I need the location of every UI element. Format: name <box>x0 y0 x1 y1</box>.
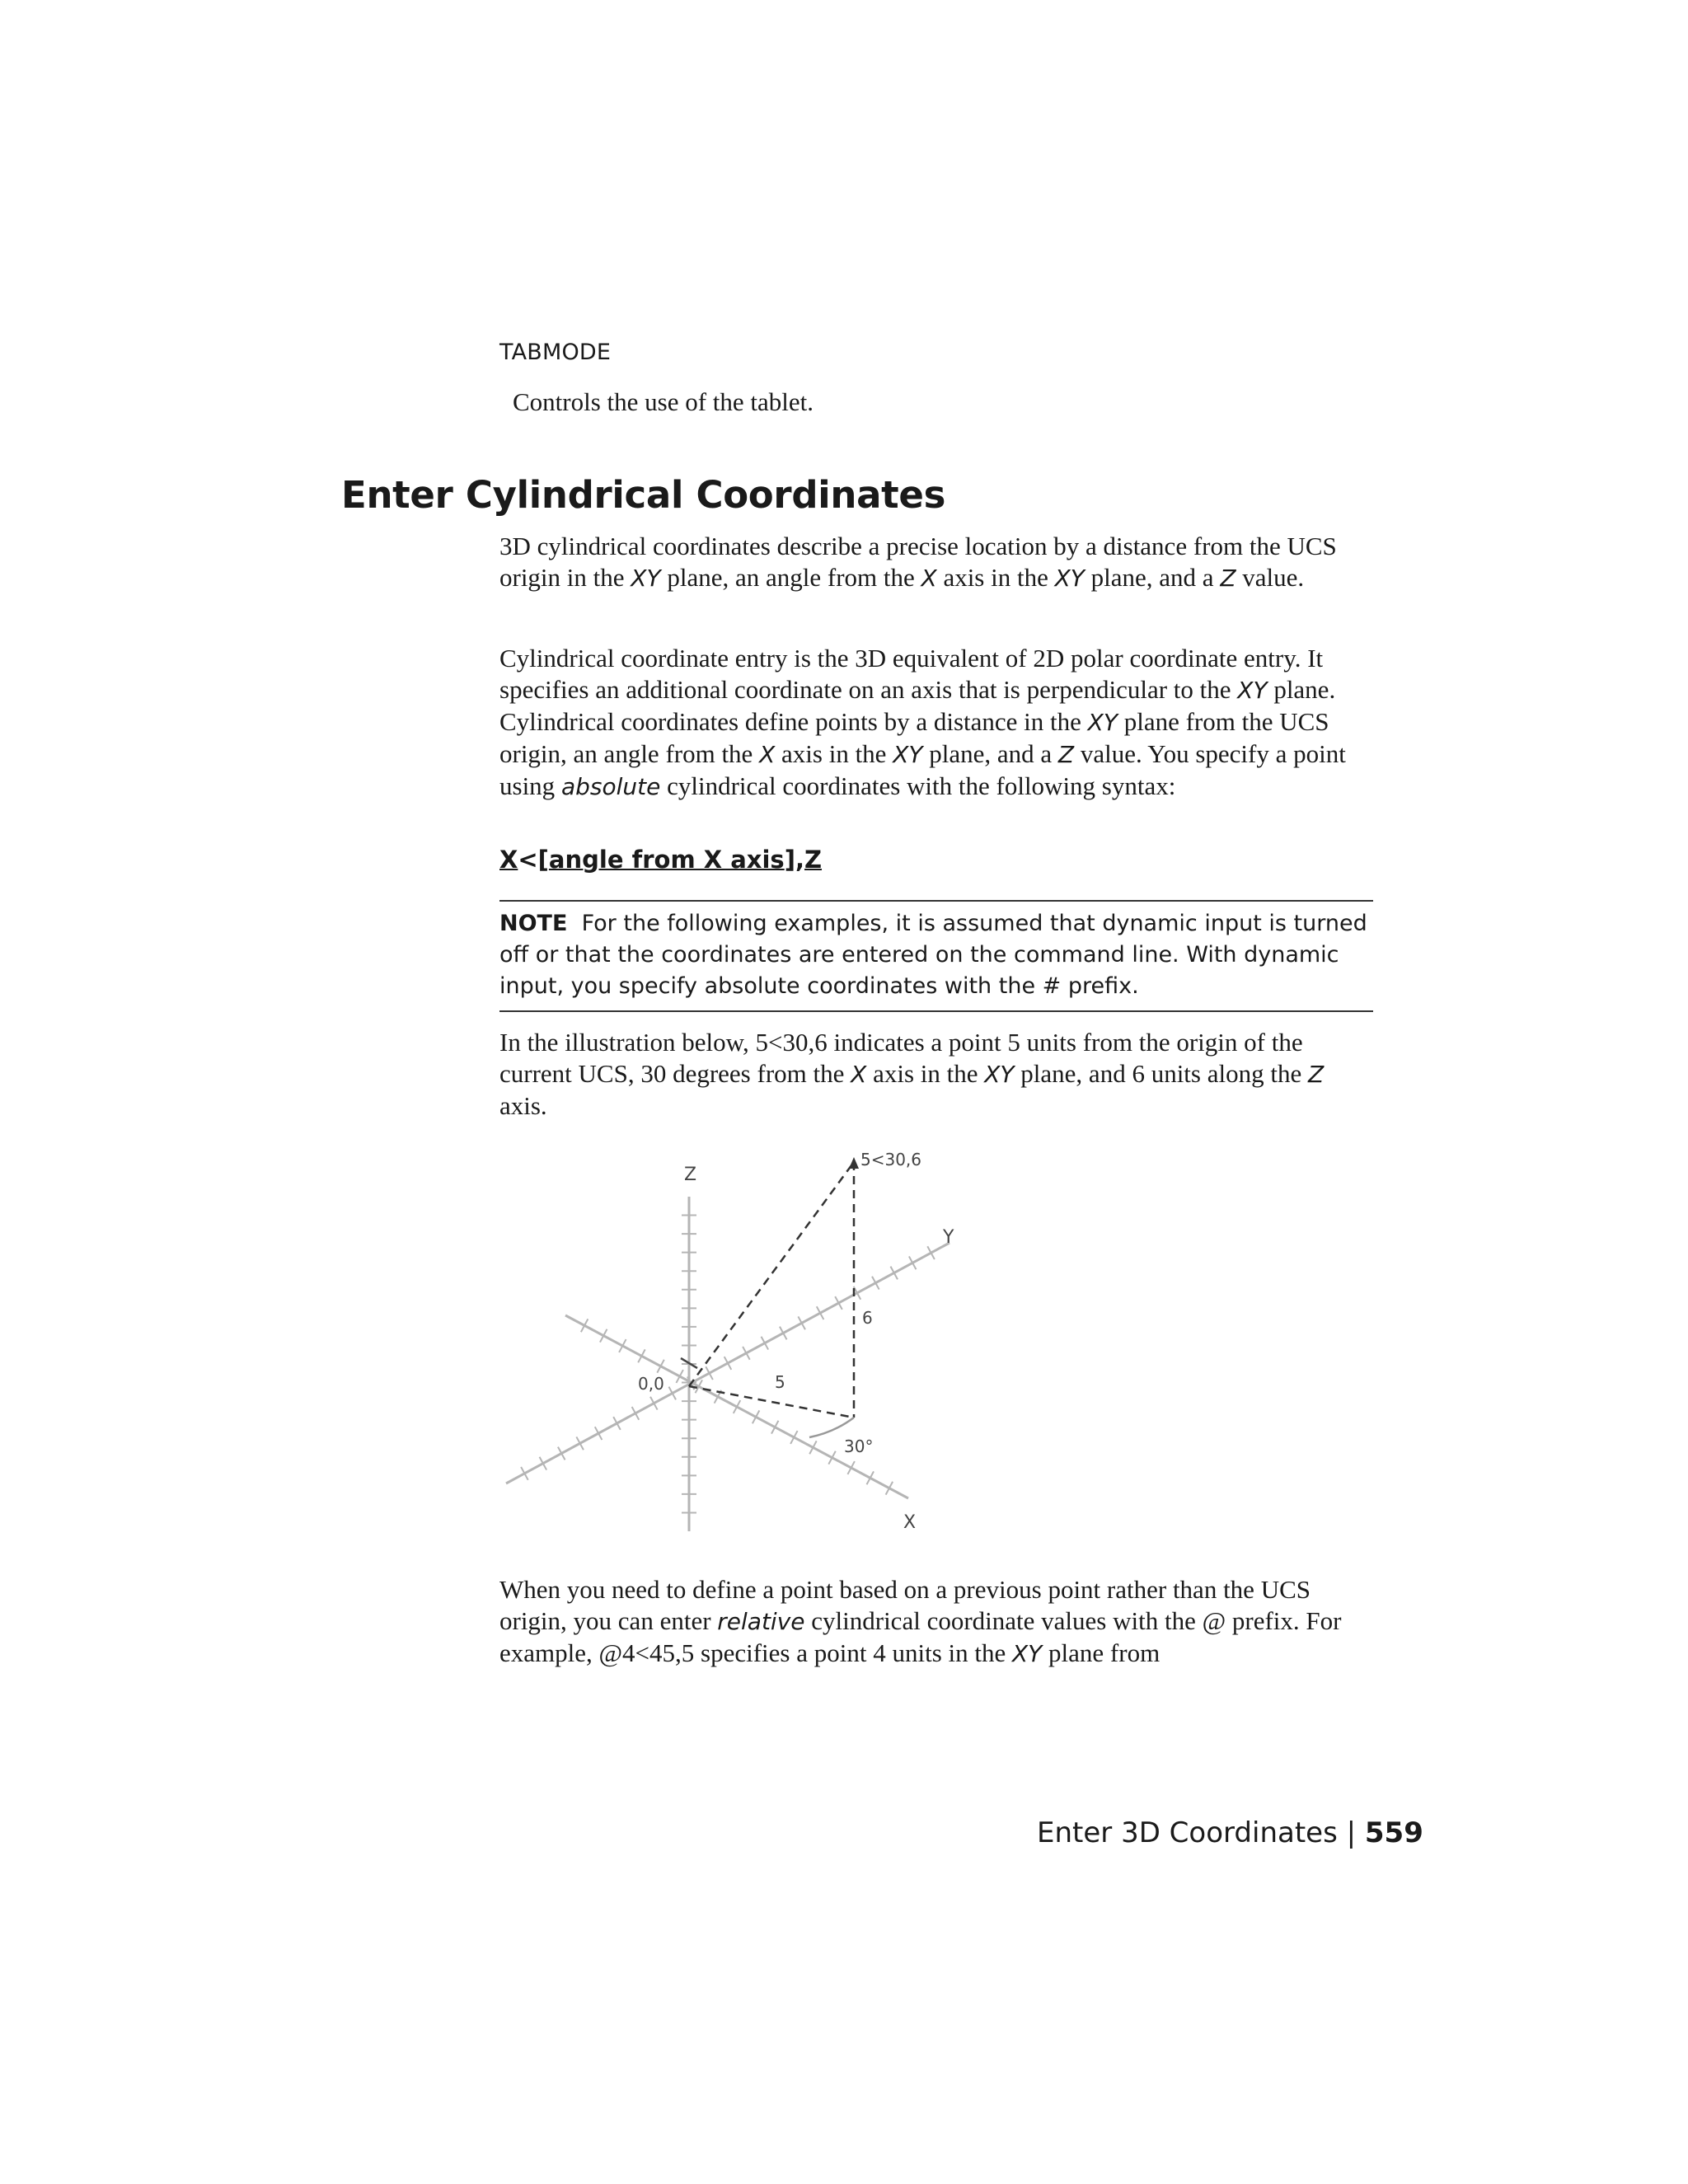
label-angle: 30° <box>844 1436 874 1456</box>
label-x-axis: X <box>903 1512 917 1533</box>
axis-ticks <box>521 1216 935 1513</box>
label-origin: 0,0 <box>638 1374 664 1394</box>
cylindrical-coordinates-diagram <box>495 1137 989 1541</box>
label-distance: 5 <box>775 1372 785 1392</box>
distance-line <box>689 1386 854 1418</box>
paragraph-illustration: In the illustration below, 5<30,6 indicates a point 5 units from the origin of the current UCS, 30 degrees from the X axis in the XY plane, and 6 units along the Z axis. <box>499 1028 1325 1120</box>
footer-section: Enter 3D Coordinates | <box>1037 1816 1357 1849</box>
page-number: 559 <box>1364 1816 1423 1849</box>
point-arrow-icon <box>849 1157 859 1169</box>
note-text: For the following examples, it is assumed that dynamic input is turned off or that the coordinates are entered on the command line. With dynamic input, you specify absolute coordinates with the # prefix. <box>499 911 1367 999</box>
paragraph-relative: When you need to define a point based on a previous point rather than the UCS origin, you can enter relative cylindrical coordinate values with the @ prefix. For example, @4<45,5 specifies a point 4 units in the XY plane from <box>499 1575 1342 1667</box>
construction-lines <box>689 1162 854 1418</box>
section-heading: Enter Cylindrical Coordinates <box>341 473 946 517</box>
syntax-x: X <box>499 846 518 874</box>
origin-to-point-line <box>689 1162 854 1386</box>
glossary-term: TABMODE <box>499 340 612 365</box>
note-box <box>499 900 1373 1012</box>
note-label: NOTE <box>499 911 568 936</box>
label-y-axis: Y <box>943 1227 954 1248</box>
syntax-line: X<[angle from X axis],Z <box>499 846 823 874</box>
syntax-angle: angle from X axis <box>548 846 785 874</box>
label-z-axis: Z <box>684 1165 697 1185</box>
label-height: 6 <box>862 1308 873 1328</box>
label-point: 5<30,6 <box>860 1150 922 1169</box>
page-footer <box>1037 1816 1423 1849</box>
paragraph-cylindrical-entry: Cylindrical coordinate entry is the 3D equivalent of 2D polar coordinate entry. It specifies an additional coordinate on an axis that is perpendicular to the XY plane. Cylindrical coordinates define points by a distance in the XY plane from the UCS origin, an angle from the X axis in the XY plane, and a Z value. You specify a point using absolute cylindrical coordinates with the following syntax: <box>499 644 1346 800</box>
syntax-z: Z <box>804 846 823 874</box>
glossary-description: Controls the use of the tablet. <box>513 387 814 416</box>
angle-arc <box>809 1418 854 1437</box>
paragraph-intro: 3D cylindrical coordinates describe a precise location by a distance from the UCS origin in the XY plane, an angle from the X axis in the XY plane, and a Z value. <box>499 532 1337 592</box>
